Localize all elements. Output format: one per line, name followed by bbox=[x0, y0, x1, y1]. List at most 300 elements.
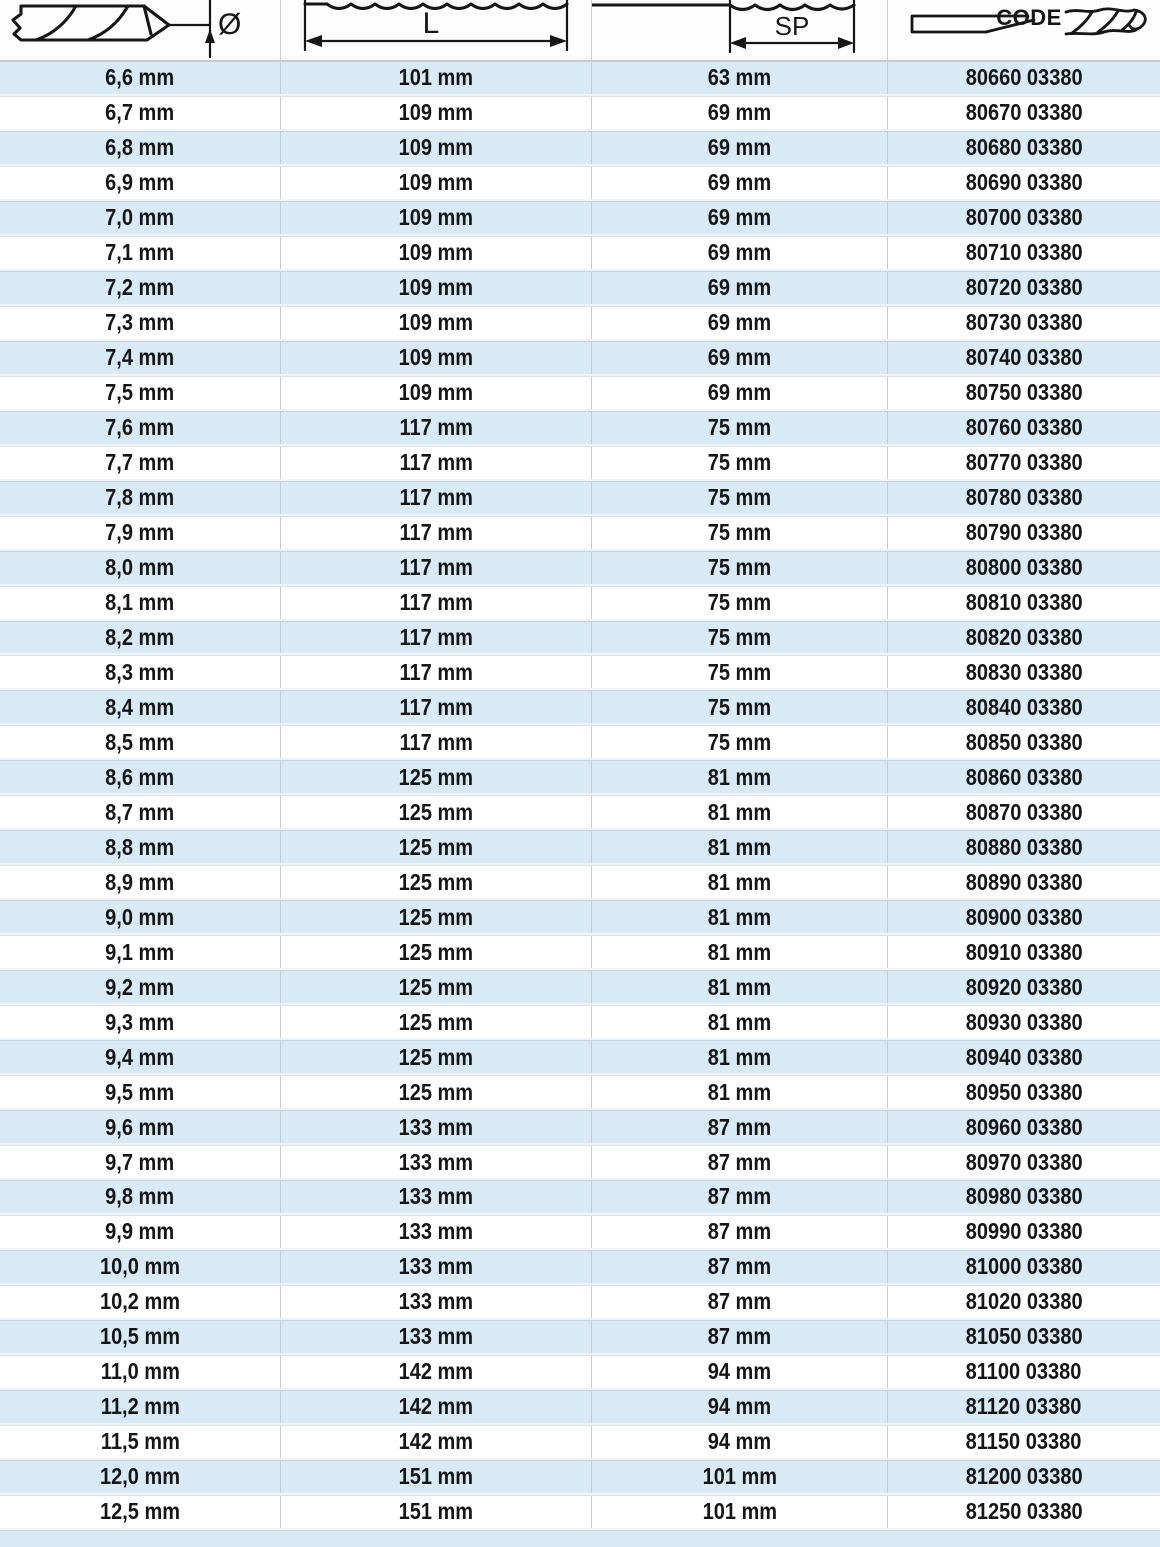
length-cell bbox=[281, 796, 592, 828]
spiral-value: 87 mm bbox=[707, 1323, 772, 1350]
length-cell bbox=[281, 1006, 592, 1038]
spiral-value: 69 mm bbox=[707, 169, 772, 196]
spiral-value: 75 mm bbox=[707, 554, 772, 581]
table-row bbox=[0, 411, 1160, 446]
table-row bbox=[0, 446, 1160, 481]
spiral-value: 75 mm bbox=[707, 658, 772, 685]
table-row bbox=[0, 900, 1160, 935]
table-row bbox=[0, 1250, 1160, 1285]
length-cell bbox=[281, 1076, 592, 1108]
spiral-value: 81 mm bbox=[707, 763, 772, 790]
code-cell bbox=[888, 272, 1160, 304]
spiral-cell bbox=[592, 167, 888, 199]
length-value: 117 mm bbox=[399, 693, 473, 720]
diameter-value: 7,2 mm bbox=[105, 274, 175, 301]
length-cell bbox=[281, 342, 592, 374]
table-row bbox=[0, 1460, 1160, 1495]
code-cell bbox=[888, 97, 1160, 129]
length-value: 133 mm bbox=[398, 1148, 474, 1175]
length-cell bbox=[281, 1356, 592, 1388]
code-value: 81250 03380 bbox=[965, 1498, 1083, 1525]
diameter-cell bbox=[0, 482, 281, 514]
diameter-value: 8,9 mm bbox=[105, 868, 175, 895]
table-row bbox=[0, 1215, 1160, 1250]
spiral-cell bbox=[592, 517, 888, 549]
table-row bbox=[0, 96, 1160, 131]
spiral-value: 69 mm bbox=[707, 134, 772, 161]
table-row bbox=[0, 795, 1160, 830]
length-value: 109 mm bbox=[398, 204, 474, 231]
spiral-value: 81 mm bbox=[707, 1078, 772, 1105]
table-row bbox=[0, 865, 1160, 900]
code-cell bbox=[888, 1286, 1160, 1318]
spiral-cell bbox=[592, 1496, 888, 1528]
diameter-cell bbox=[0, 1321, 281, 1353]
length-cell bbox=[281, 1041, 592, 1073]
diameter-cell bbox=[0, 622, 281, 654]
diameter-value: 12,0 mm bbox=[99, 1463, 181, 1490]
spiral-cell bbox=[592, 971, 888, 1003]
diameter-cell bbox=[0, 1076, 281, 1108]
spiral-cell bbox=[592, 272, 888, 304]
diameter-value: 11,2 mm bbox=[100, 1393, 180, 1420]
spiral-cell bbox=[592, 1426, 888, 1458]
spiral-value: 101 mm bbox=[702, 1463, 777, 1490]
length-cell bbox=[281, 831, 592, 863]
spiral-value: 75 mm bbox=[707, 414, 772, 441]
length-value: 142 mm bbox=[398, 1358, 474, 1385]
code-cell bbox=[888, 796, 1160, 828]
code-value: 80820 03380 bbox=[965, 623, 1083, 650]
length-cell bbox=[281, 1251, 592, 1283]
spiral-cell bbox=[592, 936, 888, 968]
code-cell bbox=[888, 412, 1160, 444]
length-value: 109 mm bbox=[398, 379, 474, 406]
code-cell bbox=[888, 237, 1160, 269]
spiral-cell bbox=[592, 1006, 888, 1038]
diameter-value: 9,4 mm bbox=[105, 1043, 175, 1070]
diameter-value: 8,2 mm bbox=[105, 623, 175, 650]
length-value: 117 mm bbox=[399, 554, 473, 581]
code-value: 80860 03380 bbox=[965, 763, 1083, 790]
diameter-value: 9,1 mm bbox=[105, 938, 175, 965]
code-cell bbox=[888, 1426, 1160, 1458]
length-value: 109 mm bbox=[398, 134, 474, 161]
spiral-value: 81 mm bbox=[707, 798, 772, 825]
code-value: 81200 03380 bbox=[965, 1463, 1083, 1490]
spiral-value: 75 mm bbox=[707, 589, 772, 616]
spiral-value: 75 mm bbox=[707, 623, 772, 650]
diameter-value: 10,0 mm bbox=[99, 1253, 181, 1280]
spiral-symbol: SP bbox=[774, 11, 810, 41]
spiral-value: 87 mm bbox=[707, 1113, 772, 1140]
diameter-cell bbox=[0, 1391, 281, 1423]
code-cell bbox=[888, 307, 1160, 339]
spiral-value: 87 mm bbox=[707, 1253, 772, 1280]
diameter-value: 6,8 mm bbox=[105, 134, 175, 161]
spiral-value: 87 mm bbox=[707, 1183, 772, 1210]
length-value: 117 mm bbox=[399, 589, 473, 616]
code-cell bbox=[888, 1181, 1160, 1213]
diameter-value: 12,5 mm bbox=[99, 1498, 181, 1525]
spiral-value: 87 mm bbox=[707, 1288, 772, 1315]
spiral-value: 81 mm bbox=[707, 938, 772, 965]
length-cell bbox=[281, 761, 592, 793]
diameter-cell bbox=[0, 272, 281, 304]
length-value: 109 mm bbox=[398, 99, 474, 126]
spiral-value: 87 mm bbox=[707, 1148, 772, 1175]
length-value: 125 mm bbox=[398, 1008, 474, 1035]
code-value: 80930 03380 bbox=[965, 1008, 1083, 1035]
diameter-cell bbox=[0, 517, 281, 549]
length-cell bbox=[281, 517, 592, 549]
spiral-value: 69 mm bbox=[707, 239, 772, 266]
table-row bbox=[0, 586, 1160, 621]
length-value: 117 mm bbox=[399, 658, 473, 685]
code-cell bbox=[888, 1041, 1160, 1073]
length-value: 125 mm bbox=[398, 1078, 474, 1105]
diameter-cell bbox=[0, 796, 281, 828]
table-row bbox=[0, 1180, 1160, 1215]
spiral-cell bbox=[592, 622, 888, 654]
diameter-value: 9,5 mm bbox=[105, 1078, 175, 1105]
code-cell bbox=[888, 132, 1160, 164]
code-cell bbox=[888, 167, 1160, 199]
code-value: 80780 03380 bbox=[965, 484, 1083, 511]
code-cell bbox=[888, 971, 1160, 1003]
code-value: 80720 03380 bbox=[965, 274, 1083, 301]
diameter-cell bbox=[0, 1146, 281, 1178]
code-cell bbox=[888, 517, 1160, 549]
code-cell bbox=[888, 901, 1160, 933]
spiral-cell bbox=[592, 726, 888, 758]
length-value: 125 mm bbox=[398, 973, 474, 1000]
code-cell bbox=[888, 656, 1160, 688]
code-cell bbox=[888, 1216, 1160, 1248]
code-cell bbox=[888, 1496, 1160, 1528]
code-cell bbox=[888, 726, 1160, 758]
diameter-value: 6,9 mm bbox=[105, 169, 175, 196]
diameter-cell bbox=[0, 901, 281, 933]
drill-length-dimension-icon bbox=[281, 0, 592, 60]
length-cell bbox=[281, 1146, 592, 1178]
code-value: 80770 03380 bbox=[965, 449, 1083, 476]
spiral-cell bbox=[592, 656, 888, 688]
code-value: 80920 03380 bbox=[965, 973, 1083, 1000]
diameter-cell bbox=[0, 62, 281, 94]
spiral-value: 69 mm bbox=[707, 379, 772, 406]
diameter-value: 8,0 mm bbox=[105, 554, 175, 581]
code-cell bbox=[888, 1461, 1160, 1493]
length-value: 109 mm bbox=[398, 309, 474, 336]
code-value: 81120 03380 bbox=[966, 1393, 1082, 1420]
code-cell bbox=[888, 1251, 1160, 1283]
length-value: 109 mm bbox=[398, 274, 474, 301]
code-value: 80690 03380 bbox=[965, 169, 1083, 196]
diameter-value: 8,4 mm bbox=[105, 693, 175, 720]
diameter-cell bbox=[0, 656, 281, 688]
diameter-value: 7,1 mm bbox=[105, 239, 175, 266]
table-row bbox=[0, 1145, 1160, 1180]
table-row bbox=[0, 655, 1160, 690]
diameter-value: 9,8 mm bbox=[105, 1183, 175, 1210]
spiral-cell bbox=[592, 307, 888, 339]
length-cell bbox=[281, 97, 592, 129]
table-row bbox=[0, 1285, 1160, 1320]
diameter-value: 8,6 mm bbox=[105, 763, 175, 790]
code-cell bbox=[888, 1146, 1160, 1178]
length-cell bbox=[281, 1461, 592, 1493]
code-cell bbox=[888, 761, 1160, 793]
table-header bbox=[0, 0, 1160, 62]
diameter-cell bbox=[0, 866, 281, 898]
diameter-value: 6,6 mm bbox=[105, 64, 175, 91]
code-cell bbox=[888, 377, 1160, 409]
code-cell bbox=[888, 587, 1160, 619]
spiral-value: 69 mm bbox=[707, 274, 772, 301]
code-value: 80940 03380 bbox=[965, 1043, 1083, 1070]
spiral-value: 81 mm bbox=[707, 903, 772, 930]
spiral-value: 63 mm bbox=[707, 64, 772, 91]
header-diameter-column bbox=[0, 0, 281, 60]
length-cell bbox=[281, 272, 592, 304]
spiral-value: 69 mm bbox=[707, 99, 772, 126]
diameter-cell bbox=[0, 726, 281, 758]
spiral-value: 75 mm bbox=[707, 484, 772, 511]
spiral-value: 75 mm bbox=[707, 728, 772, 755]
diameter-cell bbox=[0, 1286, 281, 1318]
code-value: 81150 03380 bbox=[966, 1428, 1082, 1455]
spiral-value: 69 mm bbox=[707, 309, 772, 336]
spiral-cell bbox=[592, 97, 888, 129]
code-cell bbox=[888, 202, 1160, 234]
code-value: 80740 03380 bbox=[965, 344, 1083, 371]
spiral-cell bbox=[592, 1461, 888, 1493]
diameter-cell bbox=[0, 97, 281, 129]
length-cell bbox=[281, 691, 592, 723]
length-value: 125 mm bbox=[398, 938, 474, 965]
diameter-value: 8,1 mm bbox=[105, 589, 175, 616]
diameter-cell bbox=[0, 377, 281, 409]
spiral-cell bbox=[592, 1181, 888, 1213]
length-value: 117 mm bbox=[399, 519, 473, 546]
table-row bbox=[0, 1005, 1160, 1040]
length-cell bbox=[281, 622, 592, 654]
code-cell bbox=[888, 1006, 1160, 1038]
length-cell bbox=[281, 587, 592, 619]
diameter-cell bbox=[0, 831, 281, 863]
length-value: 109 mm bbox=[398, 239, 474, 266]
diameter-cell bbox=[0, 1251, 281, 1283]
spiral-cell bbox=[592, 761, 888, 793]
table-row bbox=[0, 760, 1160, 795]
code-cell bbox=[888, 936, 1160, 968]
table-row bbox=[0, 935, 1160, 970]
code-value: 81000 03380 bbox=[965, 1253, 1083, 1280]
length-cell bbox=[281, 237, 592, 269]
drill-bit-tip-diagram-icon bbox=[0, 0, 281, 60]
length-value: 125 mm bbox=[398, 798, 474, 825]
diameter-value: 11,5 mm bbox=[100, 1428, 180, 1455]
code-value: 80710 03380 bbox=[965, 239, 1083, 266]
spiral-cell bbox=[592, 901, 888, 933]
diameter-cell bbox=[0, 1111, 281, 1143]
spiral-cell bbox=[592, 1041, 888, 1073]
spiral-cell bbox=[592, 1286, 888, 1318]
code-symbol: CODE bbox=[996, 5, 1062, 30]
spiral-value: 75 mm bbox=[707, 693, 772, 720]
spiral-cell bbox=[592, 482, 888, 514]
diameter-value: 10,2 mm bbox=[99, 1288, 181, 1315]
table-row bbox=[0, 62, 1160, 96]
code-value: 80790 03380 bbox=[965, 519, 1083, 546]
code-cell bbox=[888, 1356, 1160, 1388]
length-value: 133 mm bbox=[398, 1323, 474, 1350]
diameter-value: 7,7 mm bbox=[105, 449, 175, 476]
partial-next-row bbox=[0, 1530, 1160, 1547]
table-row bbox=[0, 236, 1160, 271]
table-row bbox=[0, 690, 1160, 725]
code-value: 80700 03380 bbox=[965, 204, 1083, 231]
diameter-value: 9,3 mm bbox=[105, 1008, 175, 1035]
table-row bbox=[0, 1110, 1160, 1145]
table-row bbox=[0, 1425, 1160, 1460]
length-cell bbox=[281, 202, 592, 234]
code-cell bbox=[888, 1076, 1160, 1108]
diameter-value: 10,5 mm bbox=[99, 1323, 181, 1350]
table-row bbox=[0, 1320, 1160, 1355]
code-value: 80750 03380 bbox=[965, 379, 1083, 406]
diameter-cell bbox=[0, 1181, 281, 1213]
spiral-value: 81 mm bbox=[707, 973, 772, 1000]
spiral-value: 75 mm bbox=[707, 449, 772, 476]
spiral-cell bbox=[592, 1076, 888, 1108]
diameter-value: 6,7 mm bbox=[105, 99, 175, 126]
diameter-cell bbox=[0, 1496, 281, 1528]
table-row bbox=[0, 970, 1160, 1005]
length-value: 109 mm bbox=[398, 344, 474, 371]
length-value: 117 mm bbox=[399, 623, 473, 650]
length-symbol: L bbox=[422, 7, 440, 40]
length-cell bbox=[281, 726, 592, 758]
spiral-value: 75 mm bbox=[707, 519, 772, 546]
diameter-cell bbox=[0, 412, 281, 444]
length-value: 142 mm bbox=[398, 1428, 474, 1455]
code-value: 80900 03380 bbox=[965, 903, 1083, 930]
diameter-cell bbox=[0, 1426, 281, 1458]
spiral-cell bbox=[592, 691, 888, 723]
diameter-cell bbox=[0, 202, 281, 234]
table-row bbox=[0, 166, 1160, 201]
table-row bbox=[0, 1040, 1160, 1075]
table-row bbox=[0, 1390, 1160, 1425]
length-value: 125 mm bbox=[398, 868, 474, 895]
length-value: 142 mm bbox=[398, 1393, 474, 1420]
diameter-value: 8,7 mm bbox=[105, 798, 175, 825]
diameter-cell bbox=[0, 691, 281, 723]
code-value: 80970 03380 bbox=[965, 1148, 1083, 1175]
length-value: 125 mm bbox=[398, 763, 474, 790]
drill-spiral-dimension-icon bbox=[592, 0, 888, 60]
code-value: 80840 03380 bbox=[965, 693, 1083, 720]
code-value: 80760 03380 bbox=[965, 414, 1083, 441]
length-cell bbox=[281, 167, 592, 199]
length-cell bbox=[281, 901, 592, 933]
code-cell bbox=[888, 1391, 1160, 1423]
table-row bbox=[0, 1075, 1160, 1110]
spiral-cell bbox=[592, 1216, 888, 1248]
length-value: 133 mm bbox=[398, 1253, 474, 1280]
table-row bbox=[0, 830, 1160, 865]
spiral-value: 94 mm bbox=[707, 1428, 772, 1455]
code-value: 80680 03380 bbox=[965, 134, 1083, 161]
diameter-cell bbox=[0, 237, 281, 269]
table-body bbox=[0, 62, 1160, 1530]
spiral-value: 94 mm bbox=[707, 1393, 772, 1420]
table-row bbox=[0, 1355, 1160, 1390]
length-value: 133 mm bbox=[398, 1183, 474, 1210]
spiral-cell bbox=[592, 1356, 888, 1388]
spiral-value: 81 mm bbox=[707, 1008, 772, 1035]
spiral-cell bbox=[592, 1391, 888, 1423]
table-row bbox=[0, 516, 1160, 551]
spiral-cell bbox=[592, 1111, 888, 1143]
diameter-value: 8,3 mm bbox=[105, 658, 175, 685]
diameter-cell bbox=[0, 342, 281, 374]
length-value: 125 mm bbox=[398, 1043, 474, 1070]
length-value: 133 mm bbox=[398, 1113, 474, 1140]
spiral-cell bbox=[592, 62, 888, 94]
diameter-cell bbox=[0, 1356, 281, 1388]
diameter-value: 9,2 mm bbox=[105, 973, 175, 1000]
length-cell bbox=[281, 412, 592, 444]
code-value: 80980 03380 bbox=[965, 1183, 1083, 1210]
length-value: 133 mm bbox=[398, 1288, 474, 1315]
code-value: 80670 03380 bbox=[965, 99, 1083, 126]
diameter-cell bbox=[0, 761, 281, 793]
diameter-cell bbox=[0, 587, 281, 619]
table-row bbox=[0, 131, 1160, 166]
code-cell bbox=[888, 1321, 1160, 1353]
length-value: 117 mm bbox=[399, 484, 473, 511]
code-cell bbox=[888, 622, 1160, 654]
code-cell bbox=[888, 482, 1160, 514]
code-value: 80960 03380 bbox=[965, 1113, 1083, 1140]
spiral-cell bbox=[592, 377, 888, 409]
length-cell bbox=[281, 447, 592, 479]
spiral-cell bbox=[592, 831, 888, 863]
length-cell bbox=[281, 552, 592, 584]
code-value: 80730 03380 bbox=[965, 309, 1083, 336]
length-cell bbox=[281, 132, 592, 164]
length-cell bbox=[281, 1496, 592, 1528]
spiral-value: 94 mm bbox=[707, 1358, 772, 1385]
length-value: 151 mm bbox=[398, 1498, 474, 1525]
spiral-value: 81 mm bbox=[707, 868, 772, 895]
table-row bbox=[0, 621, 1160, 656]
table-row bbox=[0, 481, 1160, 516]
code-cell bbox=[888, 831, 1160, 863]
code-value: 80870 03380 bbox=[965, 798, 1083, 825]
length-cell bbox=[281, 656, 592, 688]
spiral-cell bbox=[592, 202, 888, 234]
diameter-cell bbox=[0, 167, 281, 199]
length-cell bbox=[281, 936, 592, 968]
code-value: 80880 03380 bbox=[965, 833, 1083, 860]
spiral-cell bbox=[592, 342, 888, 374]
spiral-cell bbox=[592, 132, 888, 164]
header-length-column bbox=[281, 0, 592, 60]
